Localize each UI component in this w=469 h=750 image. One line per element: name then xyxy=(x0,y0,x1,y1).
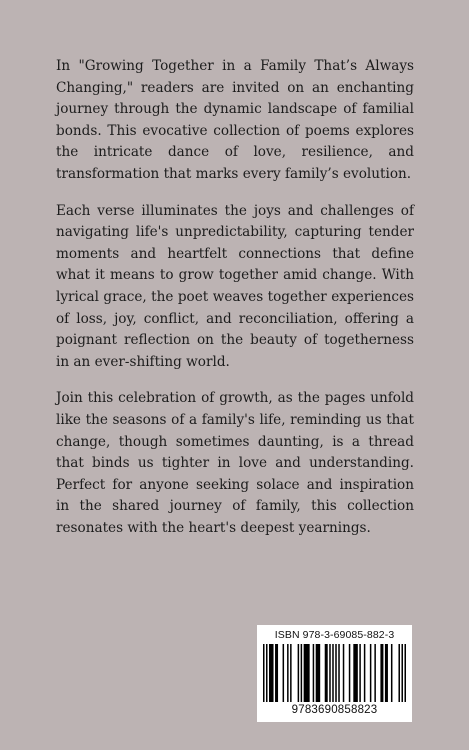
barcode-bar xyxy=(364,644,366,702)
barcode-bars xyxy=(263,644,406,702)
barcode-bar xyxy=(398,644,400,702)
barcode-bar xyxy=(380,644,383,702)
barcode-bar xyxy=(283,644,285,702)
barcode-bar xyxy=(275,644,278,702)
barcode-bar xyxy=(359,644,361,702)
barcode-bar xyxy=(266,644,268,702)
barcode-digits: 9783690858823 xyxy=(291,704,378,716)
barcode-bar xyxy=(385,644,388,702)
barcode-bar xyxy=(304,644,310,702)
barcode-bar xyxy=(353,644,358,702)
isbn-barcode-box xyxy=(257,625,412,722)
description-paragraph-2: Each verse illuminates the joys and challenges of navigating life's unpredictability, capturing tender moments and heartfelt connections that define what it means to grow together amid change. With lyrical grace, the poet weaves together experiences of loss, joy, conflict, and reconciliation, offering a poignant reflection on the beauty of togetherness in an ever-shifting world. xyxy=(56,202,414,370)
barcode-bar xyxy=(287,644,289,702)
barcode-bar xyxy=(370,644,372,702)
barcode-bar xyxy=(301,644,303,702)
book-description xyxy=(56,56,414,554)
description-paragraph-1: In "Growing Together in a Family That’s Always Changing," readers are invited on an enchanting journey through the dynamic landscape of familial bonds. This evocative collection of poems explores the intricate dance of love, resilience, and transformation that marks every family’s evolution. xyxy=(56,58,414,182)
barcode-bar xyxy=(263,644,265,702)
barcode-bar xyxy=(313,644,315,702)
barcode-bar xyxy=(343,644,345,702)
barcode-bar xyxy=(349,644,351,702)
isbn-label: ISBN 978-3-69085-882-3 xyxy=(274,629,395,641)
barcode-bar xyxy=(290,644,292,702)
barcode-bar xyxy=(325,644,328,702)
barcode-bar xyxy=(391,644,393,702)
barcode-bar xyxy=(332,644,334,702)
barcode-bar xyxy=(401,644,403,702)
barcode-bar xyxy=(298,644,300,702)
barcode-bar xyxy=(329,644,331,702)
barcode-bar xyxy=(374,644,376,702)
barcode-bar xyxy=(316,644,321,702)
barcode-bar xyxy=(269,644,274,702)
description-paragraph-3: Join this celebration of growth, as the pages unfold like the seasons of a family's life, reminding us that change, though sometimes daunting, is a thread that binds us tighter in love and understanding. Perfect for anyone seeking solace and inspiration in the shared journey of family, this collection resonates with the heart's deepest yearnings. xyxy=(56,390,414,536)
barcode-bar xyxy=(338,644,340,702)
barcode-bar xyxy=(404,644,406,702)
barcode-bar xyxy=(335,644,337,702)
